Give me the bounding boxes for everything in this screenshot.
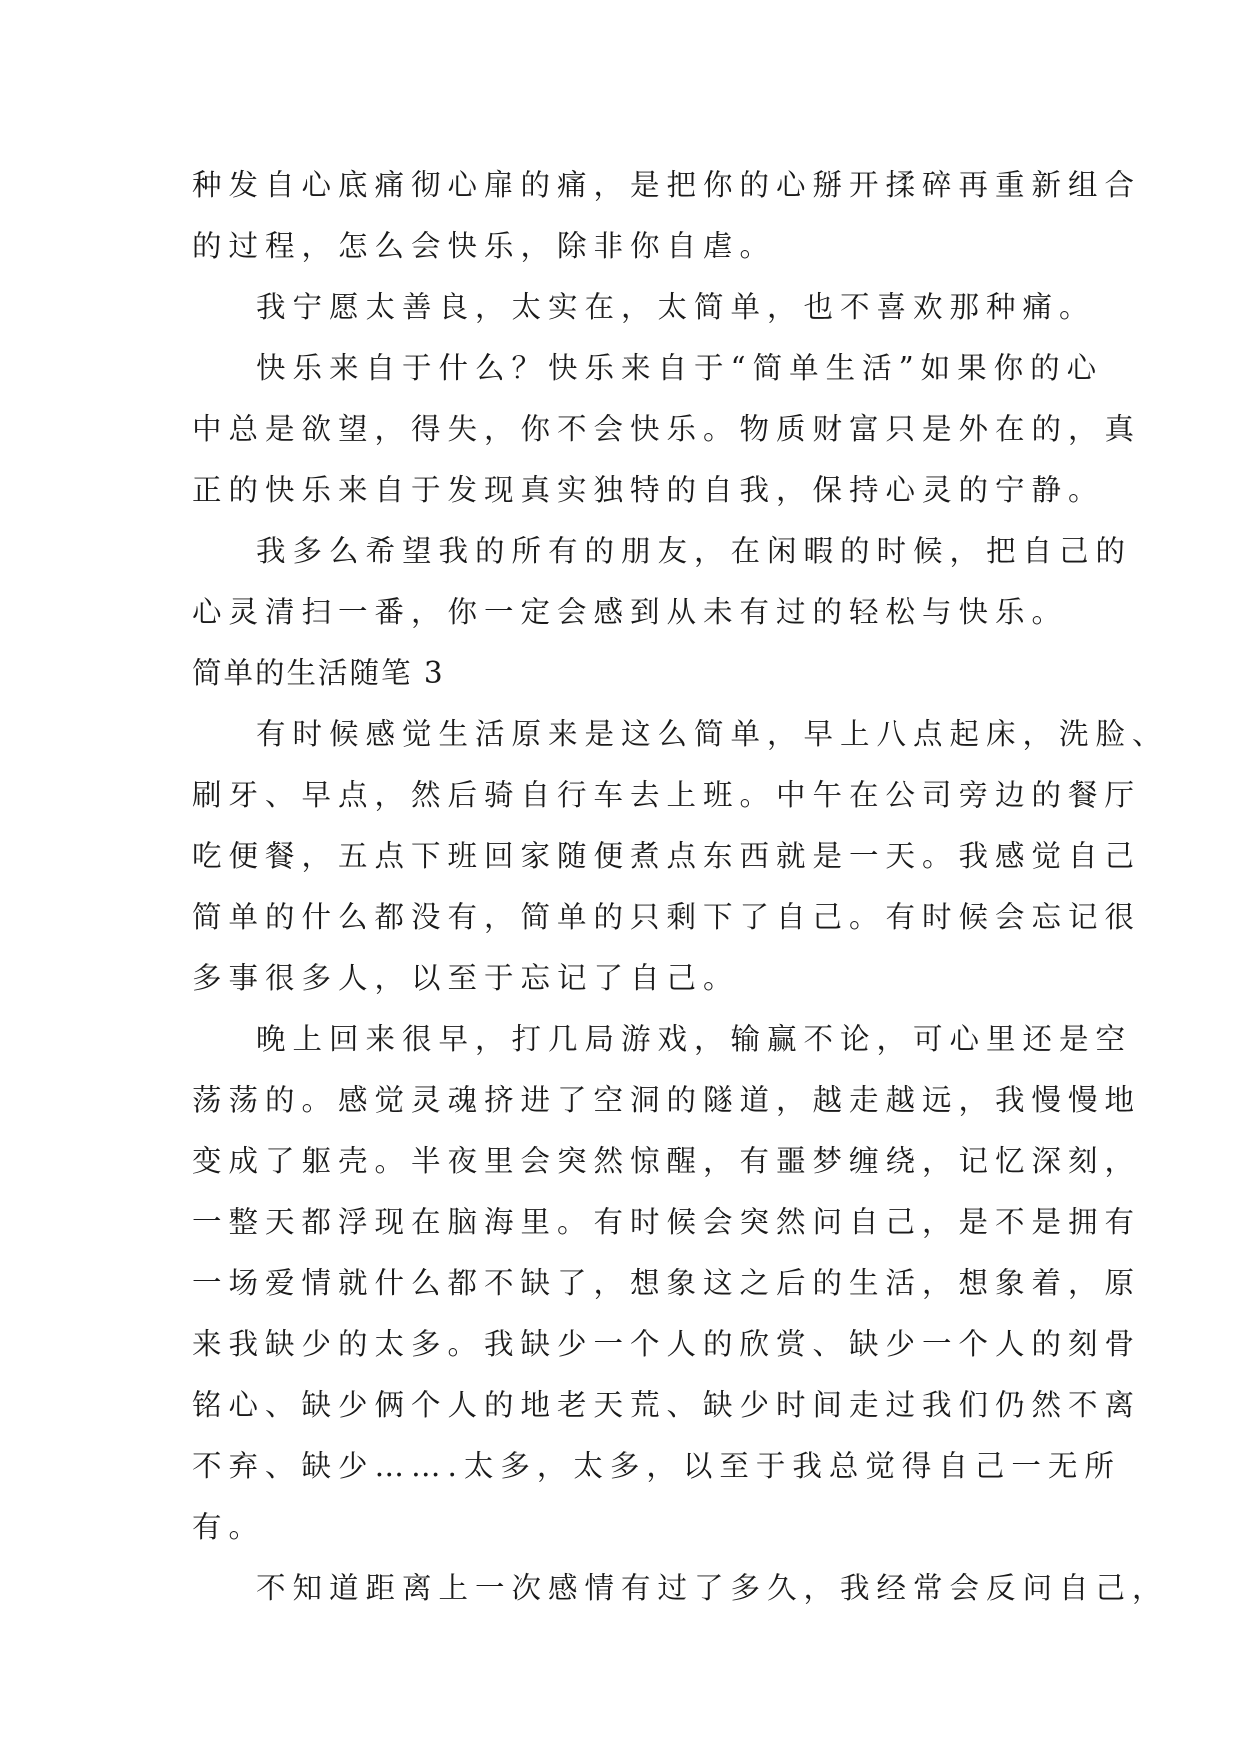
text-line: 简单的什么都没有，简单的只剩下了自己。有时候会忘记很 [192,900,1142,934]
text-line: 多事很多人，以至于忘记了自己。 [192,961,740,995]
text-line: 种发自心底痛彻心扉的痛，是把你的心掰开揉碎再重新组合 [192,168,1142,202]
text-line: 快乐来自于什么？快乐来自于“简单生活”如果你的心 [256,351,1104,385]
text-line: 有时候感觉生活原来是这么简单，早上八点起床，洗脸、 [256,717,1169,751]
text-line: 不弃、缺少…….太多，太多，以至于我总觉得自己一无所 [192,1449,1121,1483]
text-line: 一场爱情就什么都不缺了，想象这之后的生活，想象着，原 [192,1266,1142,1300]
text-line: 我宁愿太善良，太实在，太简单，也不喜欢那种痛。 [256,290,1096,324]
text-line: 中总是欲望，得失，你不会快乐。物质财富只是外在的，真 [192,412,1142,446]
text-line: 我多么希望我的所有的朋友，在闲暇的时候，把自己的 [256,534,1133,568]
section-heading: 简单的生活随笔 3 [192,656,445,690]
text-line: 晚上回来很早，打几局游戏，输赢不论，可心里还是空 [256,1022,1133,1056]
text-line: 一整天都浮现在脑海里。有时候会突然问自己，是不是拥有 [192,1205,1142,1239]
text-line: 吃便餐，五点下班回家随便煮点东西就是一天。我感觉自己 [192,839,1142,873]
text-line: 不知道距离上一次感情有过了多久，我经常会反问自己， [256,1571,1169,1605]
text-line: 变成了躯壳。半夜里会突然惊醒，有噩梦缠绕，记忆深刻， [192,1144,1142,1178]
text-line: 荡荡的。感觉灵魂挤进了空洞的隧道，越走越远，我慢慢地 [192,1083,1142,1117]
text-line: 的过程，怎么会快乐，除非你自虐。 [192,229,777,263]
text-line: 正的快乐来自于发现真实独特的自我，保持心灵的宁静。 [192,473,1105,507]
text-line: 刷牙、早点，然后骑自行车去上班。中午在公司旁边的餐厅 [192,778,1142,812]
text-line: 来我缺少的太多。我缺少一个人的欣赏、缺少一个人的刻骨 [192,1327,1142,1361]
text-line: 铭心、缺少俩个人的地老天荒、缺少时间走过我们仍然不离 [192,1388,1142,1422]
text-line: 有。 [192,1510,266,1544]
text-line: 心灵清扫一番，你一定会感到从未有过的轻松与快乐。 [192,595,1069,629]
